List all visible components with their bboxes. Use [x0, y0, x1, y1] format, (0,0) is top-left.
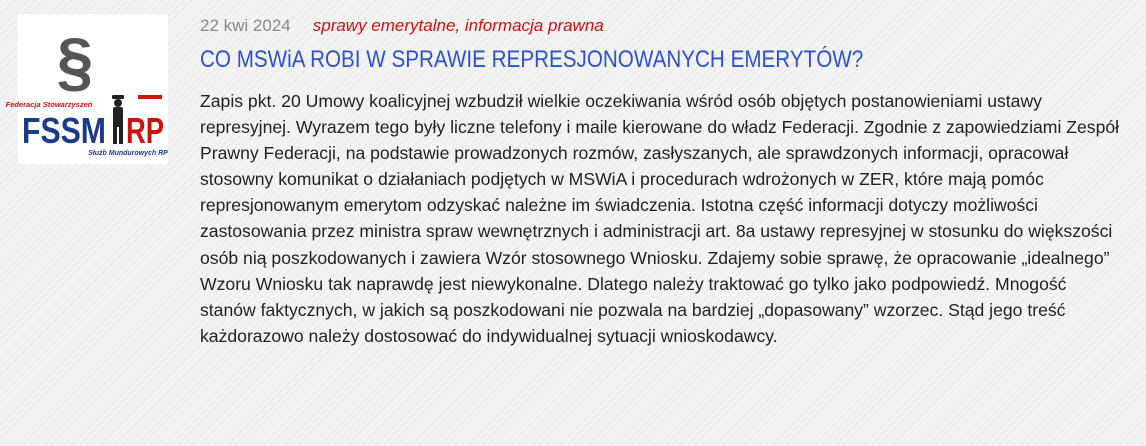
soldier-silhouette-icon — [112, 95, 124, 144]
logo-top-text: Federacja Stowarzyszeń — [5, 100, 93, 109]
post-date: 22 kwi 2024 — [200, 16, 291, 35]
post-meta — [200, 16, 604, 36]
federation-logo[interactable] — [5, 14, 168, 164]
post-title-link[interactable]: CO MSWiA ROBI W SPRAWIE REPRESJONOWANYCH EMERYTÓW? — [200, 46, 864, 73]
paragraph-symbol-icon: § — [56, 24, 94, 98]
fssm-rp-logo-icon — [5, 14, 168, 164]
logo-bottom-text: Służb Mundurowych RP — [88, 150, 168, 157]
post-category-link[interactable]: sprawy emerytalne, informacja prawna — [312, 16, 604, 35]
logo-main-right-text: RP — [126, 110, 164, 151]
logo-main-left-text: FSSM — [22, 110, 106, 151]
post-body: Zapis pkt. 20 Umowy koalicyjnej wzbudził wielkie oczekiwania wśród osób objętych postanowieniami ustawy represyjnej. Wyrazem tego były liczne telefony i maile kierowane do władz Federacji. Zgodnie z zapowiedziami Zespół Prawny Federacji, na podstawie prowadzonych rozmów, zasłyszanych, ale sprawdzonych informacji, opracował stosowny komunikat o działaniach podjętych w MSWiA i procedurach wdrożonych w ZER, które mają pomóc represjonowanym emerytom odzyskać należne im świadczenia. Istotna część informacji dotyczy możliwości zastosowania przez ministra spraw wewnętrznych i administracji art. 8a ustawy represyjnej w stosunku do większości osób nią poszkodowanych i zawiera Wzór stosownego Wniosku. Zdajemy sobie sprawę, że opracowanie „idealnego” Wzoru Wniosku tak naprawdę jest niewykonalne. Dlatego należy traktować go tylko jako podpowiedź. Mnogość stanów faktycznych, w jakich są poszkodowani nie pozwala na bardziej „dopasowany” wzorzec. Stąd jego treść każdorazowo należy dostosować do indywidualnej sytuacji wnioskodawcy. — [200, 91, 1120, 346]
logo-red-stripe — [138, 95, 162, 99]
